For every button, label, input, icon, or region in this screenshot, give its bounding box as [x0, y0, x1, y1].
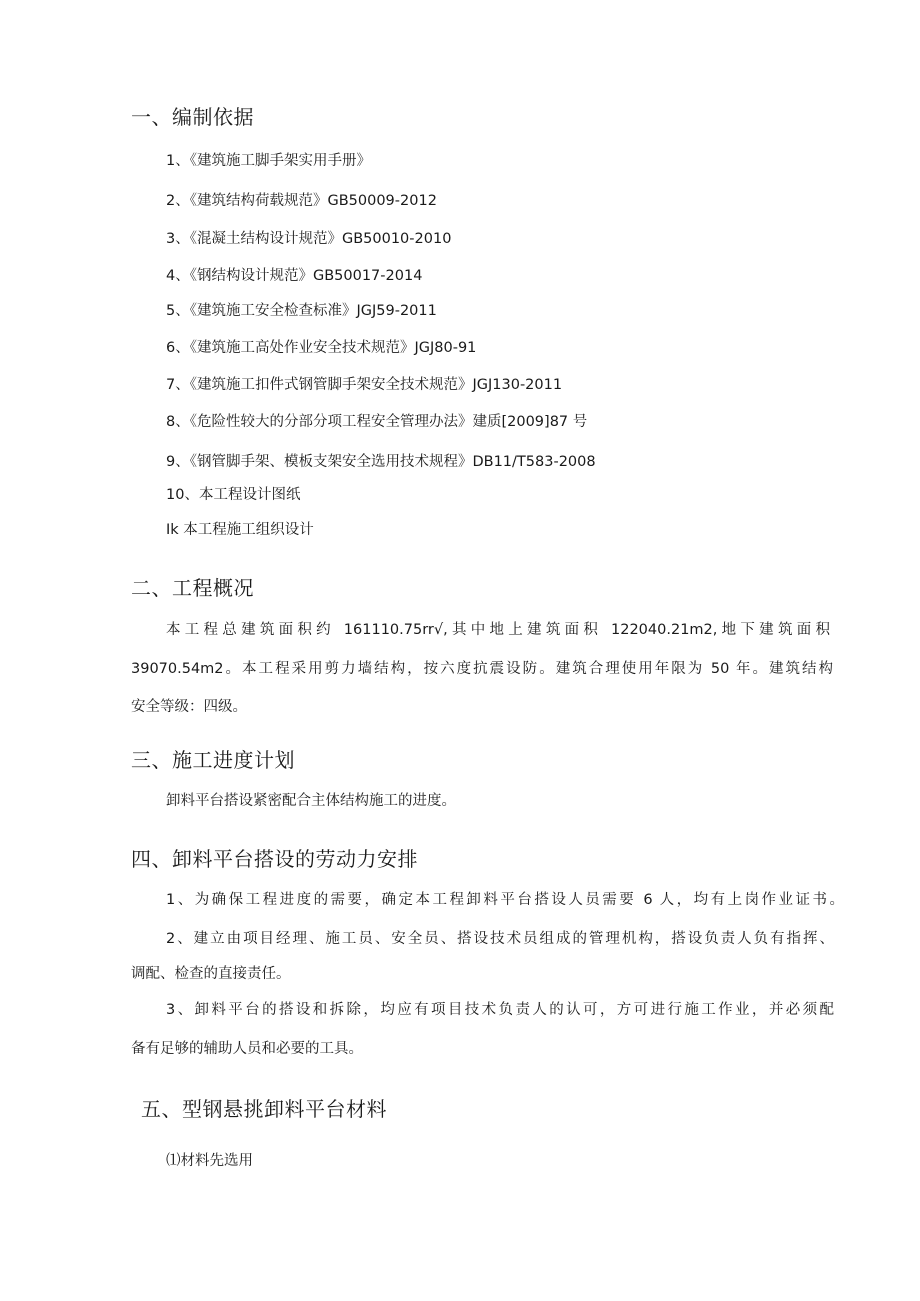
list-item: 2、《建筑结构荷载规范》GB50009-2012 — [166, 193, 437, 209]
section-heading-labor: 四、卸料平台搭设的劳动力安排 — [131, 847, 418, 871]
list-item: Ik 本工程施工组织设计 — [166, 522, 314, 538]
list-item: 9、《钢管脚手架、模板支架安全选用技术规程》DB11/T583-2008 — [166, 454, 596, 470]
paragraph-line: 1、为确保工程进度的需要，确定本工程卸料平台搭设人员需要 6 人，均有上岗作业证书。 — [166, 892, 844, 908]
list-item: 3、《混凝土结构设计规范》GB50010-2010 — [166, 231, 452, 247]
section-heading-overview: 二、工程概况 — [131, 576, 254, 600]
list-item: 4、《钢结构设计规范》GB50017-2014 — [166, 268, 423, 284]
list-item: 6、《建筑施工高处作业安全技术规范》JGJ80-91 — [166, 340, 477, 356]
section-heading-materials: 五、型钢悬挑卸料平台材料 — [141, 1097, 387, 1121]
list-item: 8、《危险性较大的分部分项工程安全管理办法》建质[2009]87 号 — [166, 414, 588, 430]
paragraph-line: 卸料平台搭设紧密配合主体结构施工的进度。 — [166, 793, 456, 809]
paragraph-line: 39070.54m2。本工程采用剪力墙结构，按六度抗震设防。建筑合理使用年限为 50 年。建筑结构 — [131, 661, 833, 677]
section-heading-basis: 一、编制依据 — [131, 105, 254, 129]
paragraph-line: 备有足够的辅助人员和必要的工具。 — [131, 1041, 363, 1057]
list-item: 10、本工程设计图纸 — [166, 487, 301, 503]
subheading-material-selection: ⑴材料先选用 — [166, 1153, 253, 1169]
list-item: 1、《建筑施工脚手架实用手册》 — [166, 153, 371, 169]
list-item: 7、《建筑施工扣件式钢管脚手架安全技术规范》JGJ130-2011 — [166, 377, 563, 393]
paragraph-line: 调配、检查的直接责任。 — [131, 966, 291, 982]
paragraph-line: 3、卸料平台的搭设和拆除，均应有项目技术负责人的认可，方可进行施工作业，并必须配 — [166, 1002, 834, 1018]
paragraph-line: 安全等级：四级。 — [131, 699, 247, 715]
list-item: 5、《建筑施工安全检查标准》JGJ59-2011 — [166, 303, 437, 319]
section-heading-schedule: 三、施工进度计划 — [131, 748, 295, 772]
paragraph-line: 2、建立由项目经理、施工员、安全员、搭设技术员组成的管理机构，搭设负责人负有指挥、 — [166, 931, 834, 947]
paragraph-line: 本工程总建筑面积约 161110.75rr√,其中地上建筑面积 122040.21m2,地下建筑面积 — [166, 622, 830, 638]
